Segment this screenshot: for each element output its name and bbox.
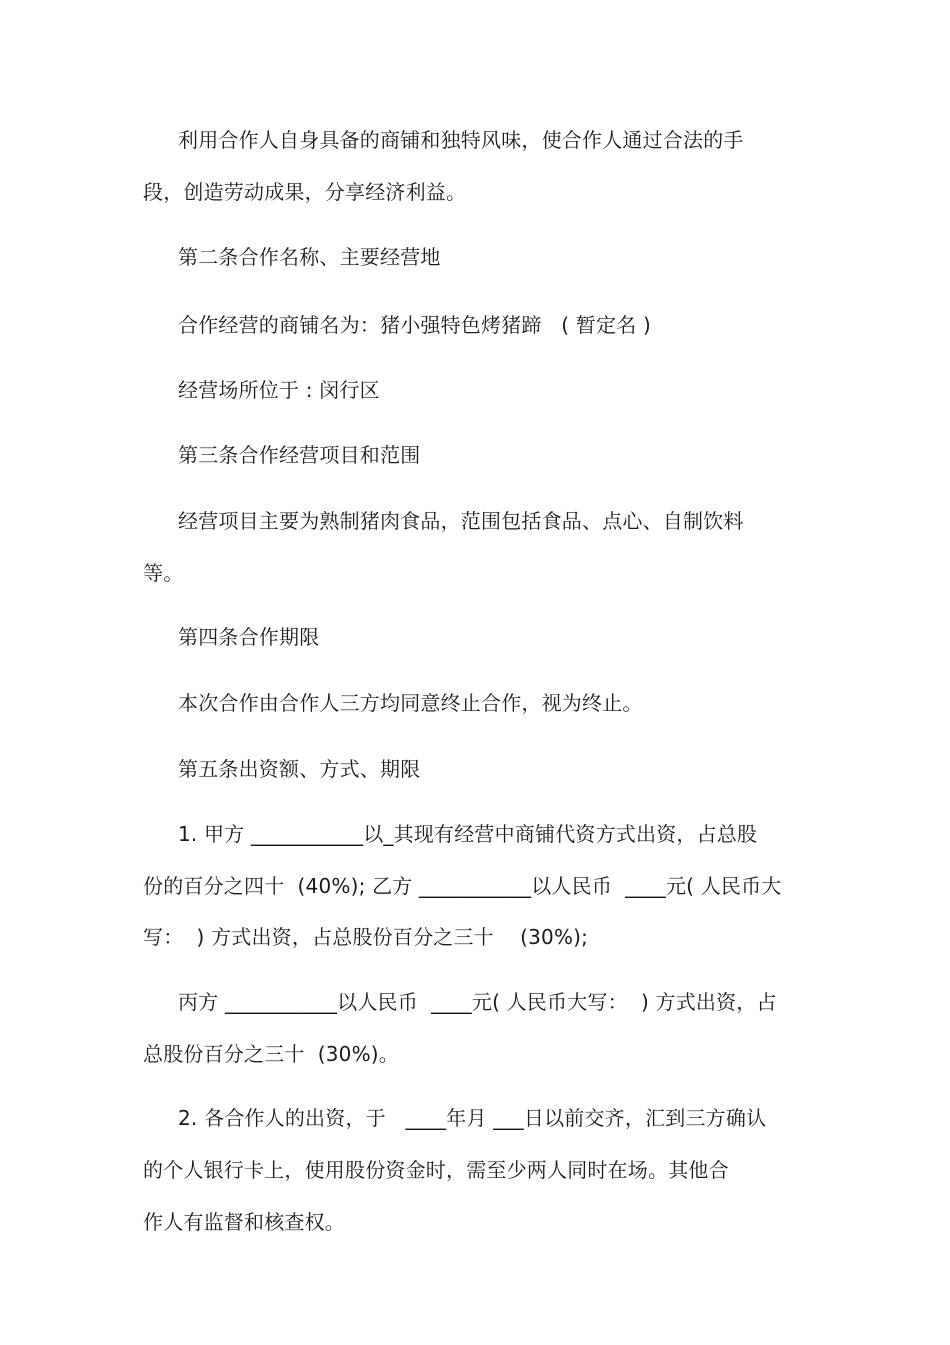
- paragraph-line: 本次合作由合作人三方均同意终止合作，视为终止。: [178, 691, 643, 715]
- section-heading: 第五条出资额、方式、期限: [178, 757, 421, 781]
- section-heading: 第四条合作期限: [178, 625, 320, 649]
- paragraph-line: 经营场所位于 : 闵行区: [178, 378, 380, 402]
- section-heading: 第二条合作名称、主要经营地: [178, 245, 441, 269]
- paragraph-line: 1. 甲方 ___________以_其现有经营中商铺代资方式出资，占总股: [178, 822, 758, 846]
- paragraph-line: 合作经营的商铺名为：猪小强特色烤猪蹄 ( 暂定名 ): [178, 313, 651, 337]
- paragraph-line: 作人有监督和核查权。: [143, 1210, 345, 1234]
- paragraph-line: 段，创造劳动成果，分享经济利益。: [143, 180, 467, 204]
- paragraph-line: 总股份百分之三十 (30%)。: [143, 1042, 399, 1066]
- paragraph-line: 的个人银行卡上，使用股份资金时，需至少两人同时在场。其他合: [143, 1158, 729, 1182]
- paragraph-line: 2. 各合作人的出资，于 ____年月 ___日以前交齐，汇到三方确认: [178, 1106, 767, 1130]
- section-heading: 第三条合作经营项目和范围: [178, 443, 421, 467]
- paragraph-line: 等。: [143, 561, 184, 585]
- paragraph-line: 经营项目主要为熟制猪肉食品，范围包括食品、点心、自制饮料: [178, 509, 744, 533]
- paragraph-line: 写： ) 方式出资，占总股份百分之三十 (30%);: [143, 925, 589, 949]
- paragraph-line: 丙方 ___________以人民币 ____元( 人民币大写： ) 方式出资，占: [178, 990, 777, 1014]
- paragraph-line: 利用合作人自身具备的商铺和独特风味，使合作人通过合法的手: [178, 128, 744, 152]
- paragraph-line: 份的百分之四十 (40%); 乙方 ___________以人民币 ____元( 人民币大: [143, 874, 782, 898]
